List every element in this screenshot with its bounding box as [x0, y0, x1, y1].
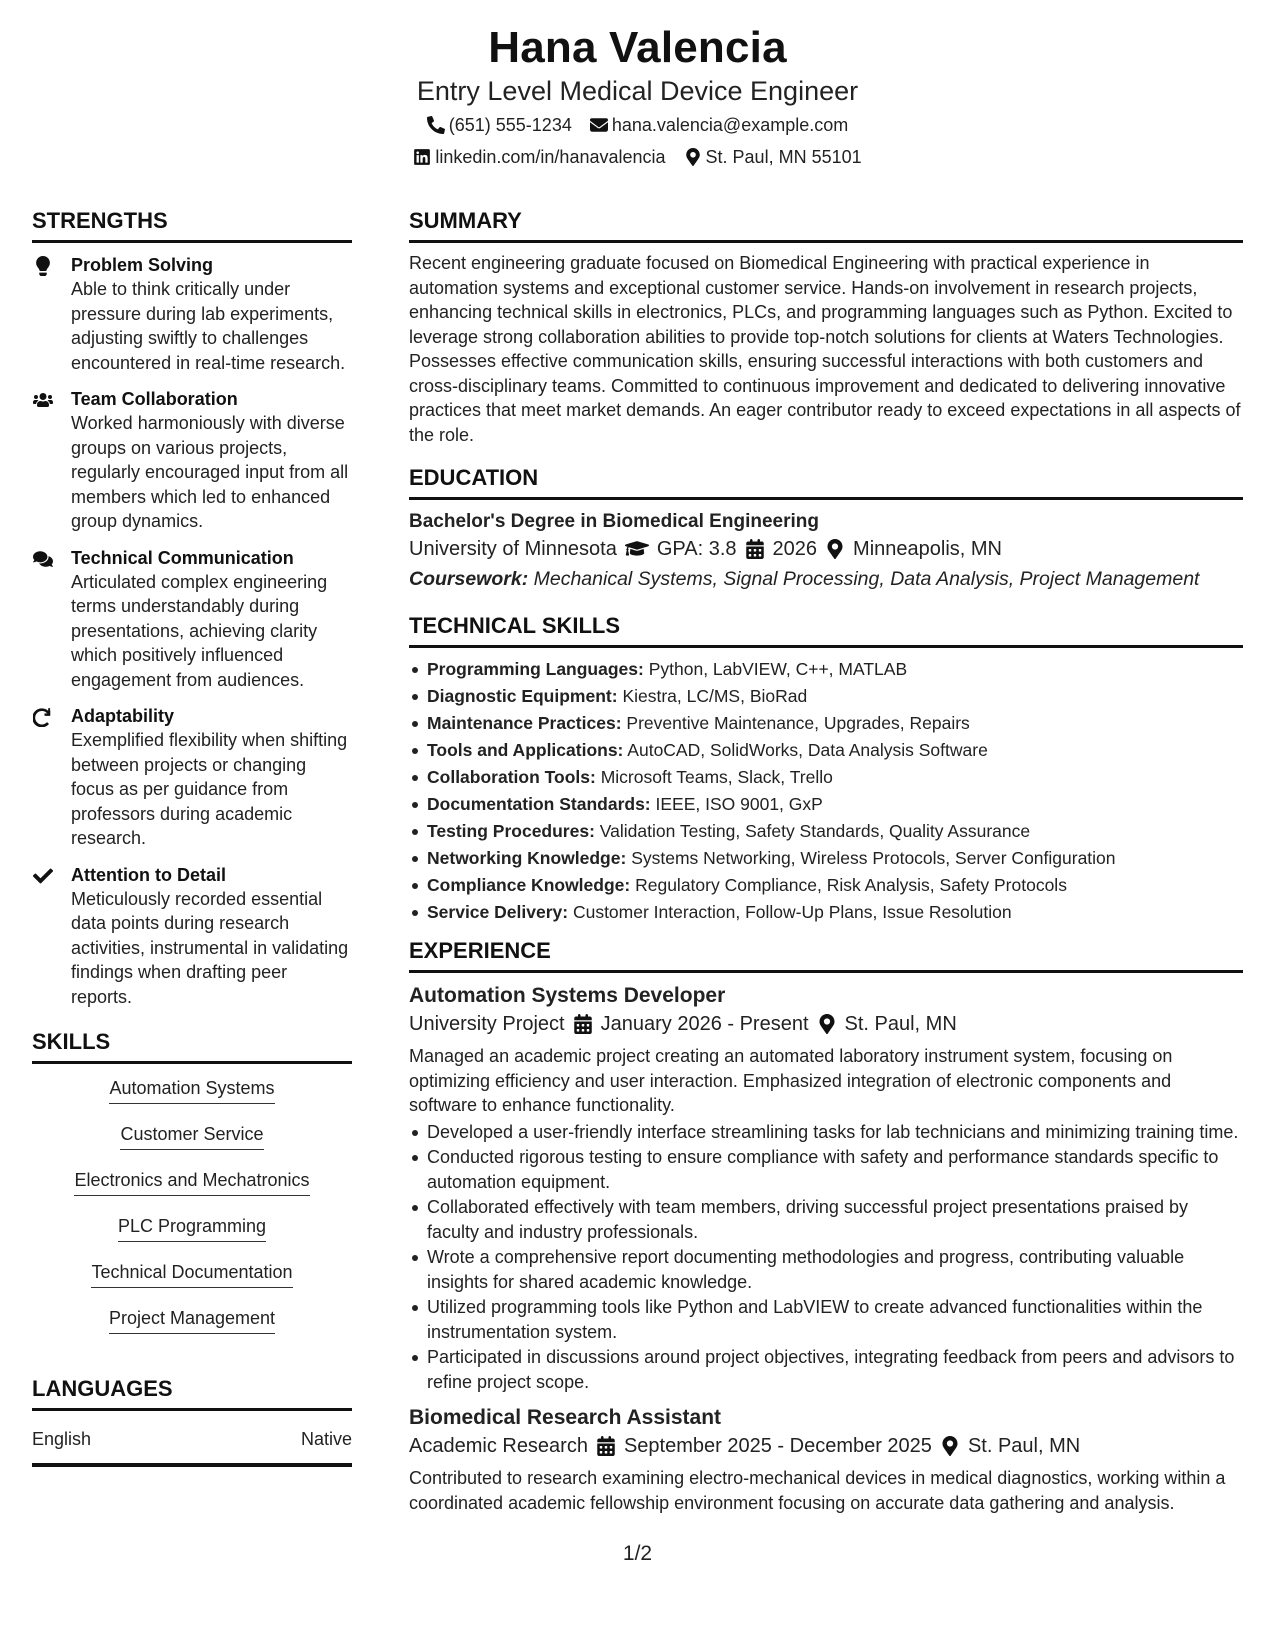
skill-value: Customer Interaction, Follow-Up Plans, Issue Resolution	[572, 902, 1012, 922]
coursework-line	[409, 565, 1243, 593]
job-title: Automation Systems Developer	[409, 984, 726, 1007]
technical-skills-heading: TECHNICAL SKILLS	[409, 611, 1243, 648]
language-row	[32, 1427, 352, 1467]
skill-label: Testing Procedures:	[427, 821, 595, 841]
strength-desc: Meticulously recorded essential data points during research activities, instrumental in validating findings when drafting peer reports.	[71, 888, 349, 1007]
skills-list	[32, 1076, 352, 1352]
check-icon	[32, 866, 54, 886]
list-item: Collaborated effectively with team members, driving successful project presentations praised by faculty and industry professionals.	[409, 1195, 1243, 1244]
map-marker-icon	[817, 1014, 837, 1034]
strength-title: Adaptability	[71, 706, 175, 726]
skill-label: Service Delivery:	[427, 902, 569, 922]
map-marker-icon	[940, 1436, 960, 1456]
skill-value: Kiestra, LC/MS, BioRad	[622, 686, 808, 706]
list-item: Developed a user-friendly interface streamlining tasks for lab technicians and minimizing training time.	[409, 1120, 1243, 1145]
school-location: Minneapolis, MN	[853, 538, 1002, 560]
skill-value: Systems Networking, Wireless Protocols, Server Configuration	[631, 848, 1116, 868]
graduation-year: 2026	[772, 538, 818, 560]
strength-title: Team Collaboration	[71, 389, 238, 409]
skill-tag: Automation Systems	[109, 1076, 274, 1104]
experience-heading: EXPERIENCE	[409, 936, 1243, 973]
education-heading: EDUCATION	[409, 463, 1243, 500]
skills-heading: SKILLS	[32, 1027, 352, 1064]
job-meta	[409, 1010, 1243, 1038]
envelope-icon	[590, 116, 608, 134]
skill-value: Validation Testing, Safety Standards, Quality Assurance	[599, 821, 1031, 841]
skill-value: Regulatory Compliance, Risk Analysis, Safety Protocols	[635, 875, 1067, 895]
strength-desc: Worked harmoniously with diverse groups on various projects, regularly encouraged input from all members which led to enhanced group dynamics.	[71, 413, 349, 531]
skill-label: Collaboration Tools:	[427, 767, 596, 787]
list-item: Conducted rigorous testing to ensure compliance with safety and performance standards specific to automation equipment.	[409, 1145, 1243, 1194]
email-text: hana.valencia@example.com	[611, 115, 849, 135]
strength-item	[32, 387, 352, 534]
calendar-icon	[596, 1436, 616, 1456]
job-dates: September 2025 - December 2025	[623, 1435, 932, 1457]
right-column	[409, 206, 1243, 1515]
skill-value: Python, LabVIEW, C++, MATLAB	[648, 659, 908, 679]
strengths-list	[32, 253, 352, 1009]
users-icon	[32, 390, 54, 410]
job-location: St. Paul, MN	[967, 1435, 1081, 1457]
language-level: Native	[300, 1429, 352, 1449]
languages-heading: LANGUAGES	[32, 1374, 352, 1411]
job-location: St. Paul, MN	[844, 1013, 957, 1035]
coursework-label: Coursework:	[409, 568, 529, 590]
location-contact	[684, 145, 862, 169]
skill-tag: Technical Documentation	[91, 1260, 292, 1288]
language-name: English	[32, 1429, 92, 1449]
list-item	[409, 818, 1243, 845]
skill-label: Programming Languages:	[427, 659, 644, 679]
job-description: Contributed to research examining electro-mechanical devices in medical diagnostics, working within a coordinated academic fellowship environment focusing on accurate data gathering and analysis.	[409, 1468, 1226, 1513]
skill-label: Diagnostic Equipment:	[427, 686, 618, 706]
technical-skills-list	[409, 656, 1243, 926]
list-item	[409, 791, 1243, 818]
list-item	[409, 872, 1243, 899]
linkedin-icon	[413, 148, 431, 166]
education-meta	[409, 535, 1243, 563]
gpa-text: GPA: 3.8	[656, 538, 737, 560]
lightbulb-icon	[32, 256, 54, 276]
summary-text: Recent engineering graduate focused on Biomedical Engineering with practical experience in automation systems and exceptional customer service. Hands-on involvement in research projects, enhancing technical skills in electronics, PLCs, and programming languages such as Python. Excited to leverage strong collaboration abilities to provide top-notch solutions for clients at Waters Technologies. Possesses effective communication skills, ensuring successful interactions with both customers and cross-disciplinary teams. Committed to continuous improvement and dedicated to delivering innovative practices that meet market demands. An eager contributor ready to exceed expectations in all aspects of the role.	[409, 253, 1241, 445]
job-title: Biomedical Research Assistant	[409, 1406, 722, 1429]
strength-item	[32, 704, 352, 851]
job-org: Academic Research	[409, 1435, 588, 1457]
job-org: University Project	[409, 1013, 565, 1035]
skill-value: Preventive Maintenance, Upgrades, Repairs	[626, 713, 970, 733]
strength-desc: Articulated complex engineering terms understandably during presentations, achieving clarity which positively influenced engagement from audiences.	[71, 571, 328, 690]
list-item: Participated in discussions around project objectives, integrating feedback from peers and advisors to refine project scope.	[409, 1345, 1243, 1394]
strength-item	[32, 546, 352, 693]
job-meta	[409, 1432, 1243, 1460]
list-item	[409, 764, 1243, 791]
phone-icon	[427, 116, 445, 134]
candidate-title: Entry Level Medical Device Engineer	[416, 76, 859, 106]
skill-tag: Customer Service	[120, 1122, 263, 1150]
strength-title: Attention to Detail	[71, 864, 226, 885]
phone-contact[interactable]	[427, 113, 572, 137]
strength-title: Technical Communication	[71, 547, 294, 568]
skill-tag: Project Management	[109, 1306, 275, 1334]
list-item	[409, 656, 1243, 683]
graduation-cap-icon	[625, 539, 649, 559]
list-item	[409, 845, 1243, 872]
skill-tag: PLC Programming	[118, 1214, 266, 1242]
job-description: Managed an academic project creating an automated laboratory instrument system, focusing on optimizing efficiency and user interaction. Emphasized integration of electronic components and software to enhance functionality.	[409, 1046, 1173, 1115]
linkedin-text: linkedin.com/in/hanavalencia	[435, 147, 666, 167]
skill-value: Microsoft Teams, Slack, Trello	[600, 767, 833, 787]
strength-item	[32, 253, 352, 375]
resume-header	[0, 22, 1275, 169]
skill-label: Compliance Knowledge:	[427, 875, 631, 895]
linkedin-contact[interactable]	[413, 145, 665, 169]
job-bullets	[409, 1120, 1243, 1395]
summary-heading: SUMMARY	[409, 206, 1243, 243]
strength-item	[32, 863, 352, 1010]
skill-label: Documentation Standards:	[427, 794, 651, 814]
list-item: Utilized programming tools like Python and LabVIEW to create advanced functionalities within the instrumentation system.	[409, 1295, 1243, 1344]
comments-icon	[32, 549, 54, 569]
coursework-text: Mechanical Systems, Signal Processing, Data Analysis, Project Management	[533, 568, 1200, 590]
list-item	[409, 710, 1243, 737]
sync-icon	[32, 707, 54, 727]
skill-value: AutoCAD, SolidWorks, Data Analysis Software	[627, 740, 988, 760]
list-item: Wrote a comprehensive report documenting methodologies and progress, contributing valuable insights for shared academic knowledge.	[409, 1245, 1243, 1294]
strengths-heading: STRENGTHS	[32, 206, 352, 243]
page-number: 1/2	[622, 1542, 653, 1565]
skill-value: IEEE, ISO 9001, GxP	[655, 794, 823, 814]
job-dates: January 2026 - Present	[600, 1013, 809, 1035]
degree-title: Bachelor's Degree in Biomedical Engineering	[409, 511, 819, 532]
skill-tag: Electronics and Mechatronics	[74, 1168, 309, 1196]
contact-row-2	[0, 145, 1275, 169]
skill-label: Maintenance Practices:	[427, 713, 622, 733]
email-contact[interactable]	[590, 113, 848, 137]
strength-title: Problem Solving	[71, 255, 214, 275]
list-item	[409, 899, 1243, 926]
school-name: University of Minnesota	[409, 538, 617, 560]
map-marker-icon	[684, 148, 702, 166]
list-item	[409, 737, 1243, 764]
location-text: St. Paul, MN 55101	[705, 147, 862, 167]
strength-desc: Able to think critically under pressure during lab experiments, adjusting swiftly to challenges encountered in real-time research.	[71, 279, 346, 373]
list-item	[409, 683, 1243, 710]
strength-desc: Exemplified flexibility when shifting between projects or changing focus as per guidance from professors during academic research.	[71, 730, 348, 848]
contact-row-1	[0, 113, 1275, 137]
left-column	[32, 206, 352, 1467]
skill-label: Tools and Applications:	[427, 740, 624, 760]
phone-text: (651) 555-1234	[448, 115, 572, 135]
map-marker-icon	[825, 539, 845, 559]
calendar-icon	[573, 1014, 593, 1034]
candidate-name: Hana Valencia	[488, 23, 787, 72]
skill-label: Networking Knowledge:	[427, 848, 627, 868]
calendar-icon	[745, 539, 765, 559]
